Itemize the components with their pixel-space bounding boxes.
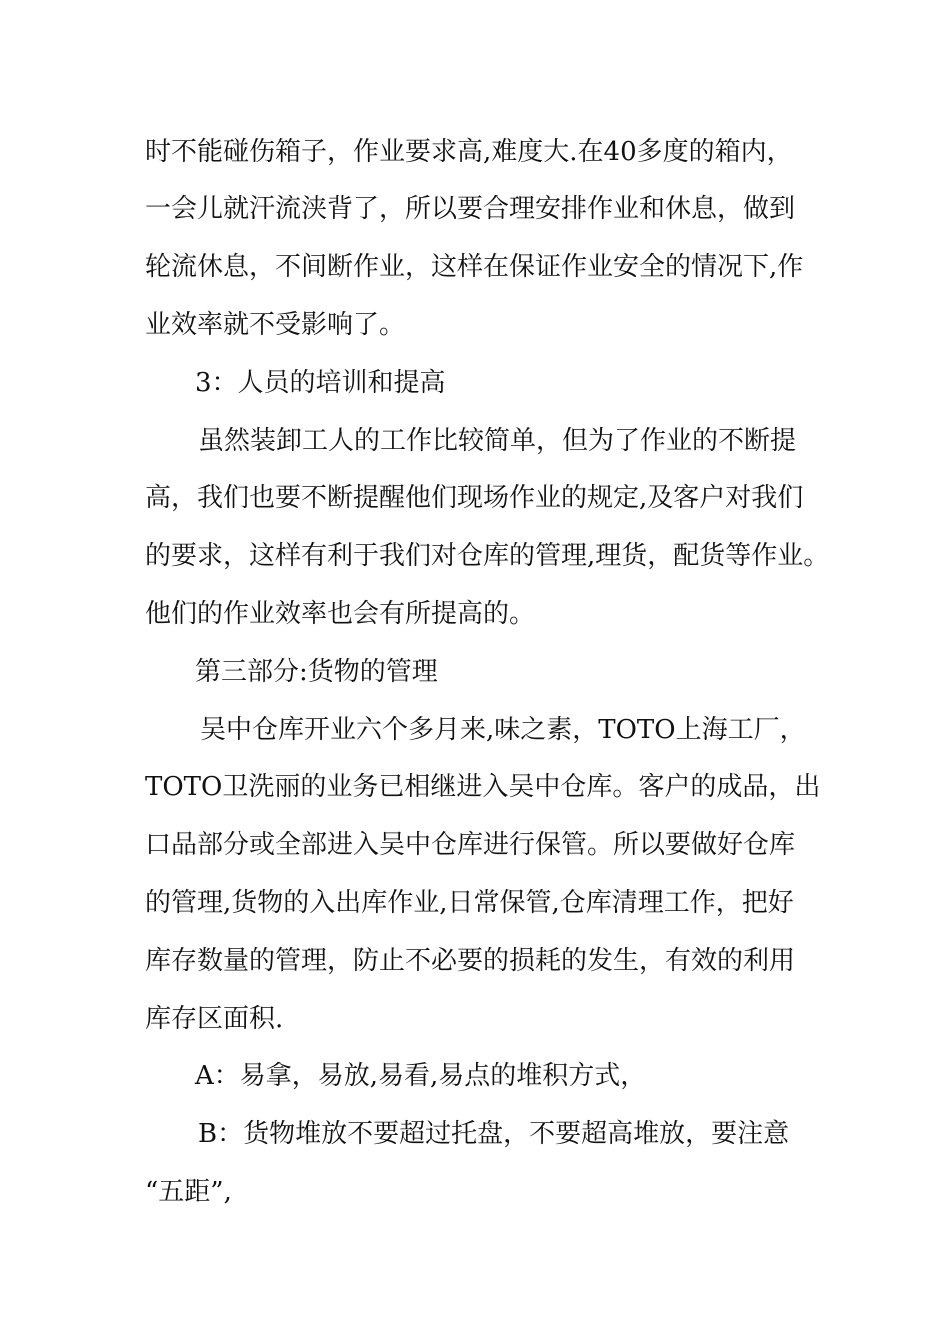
text-line-19: “五距”, xyxy=(145,1177,232,1207)
text-line-8: 的要求，这样有利于我们对仓库的管理,理货，配货等作业。 xyxy=(145,541,830,571)
text-line-6: 虽然装卸工人的工作比较简单，但为了作业的不断提 xyxy=(198,426,797,456)
text-line-14: 的管理,货物的入出库作业,日常保管,仓库清理工作，把好 xyxy=(145,888,794,918)
text-line-1: 时不能碰伤箱子，作业要求高,难度大.在40多度的箱内， xyxy=(145,137,793,167)
text-line-12: TOTO卫洗丽的业务已相继进入吴中仓库。客户的成品，出 xyxy=(145,772,821,802)
text-line-9: 他们的作业效率也会有所提高的。 xyxy=(145,599,536,629)
text-line-13: 口品部分或全部进入吴中仓库进行保管。所以要做好仓库 xyxy=(145,830,796,860)
text-line-7: 高，我们也要不断提醒他们现场作业的规定,及客户对我们 xyxy=(145,483,804,513)
text-line-2: 一会儿就汗流浃背了，所以要合理安排作业和休息，做到 xyxy=(145,194,796,224)
list-item-b: B：货物堆放不要超过托盘，不要超高堆放，要注意 xyxy=(198,1119,790,1149)
text-line-16: 库存区面积. xyxy=(145,1004,284,1034)
part-three-heading: 第三部分:货物的管理 xyxy=(195,657,438,687)
text-line-4: 业效率就不受影响了。 xyxy=(145,310,406,340)
text-line-15: 库存数量的管理，防止不必要的损耗的发生，有效的利用 xyxy=(145,946,796,976)
text-line-11: 吴中仓库开业六个多月来,味之素，TOTO上海工厂， xyxy=(200,715,806,745)
text-line-3: 轮流休息，不间断作业，这样在保证作业安全的情况下,作 xyxy=(145,252,804,282)
section-heading-3: 3：人员的培训和提高 xyxy=(195,368,446,398)
list-item-a: A：易拿，易放,易看,易点的堆积方式， xyxy=(195,1061,647,1091)
